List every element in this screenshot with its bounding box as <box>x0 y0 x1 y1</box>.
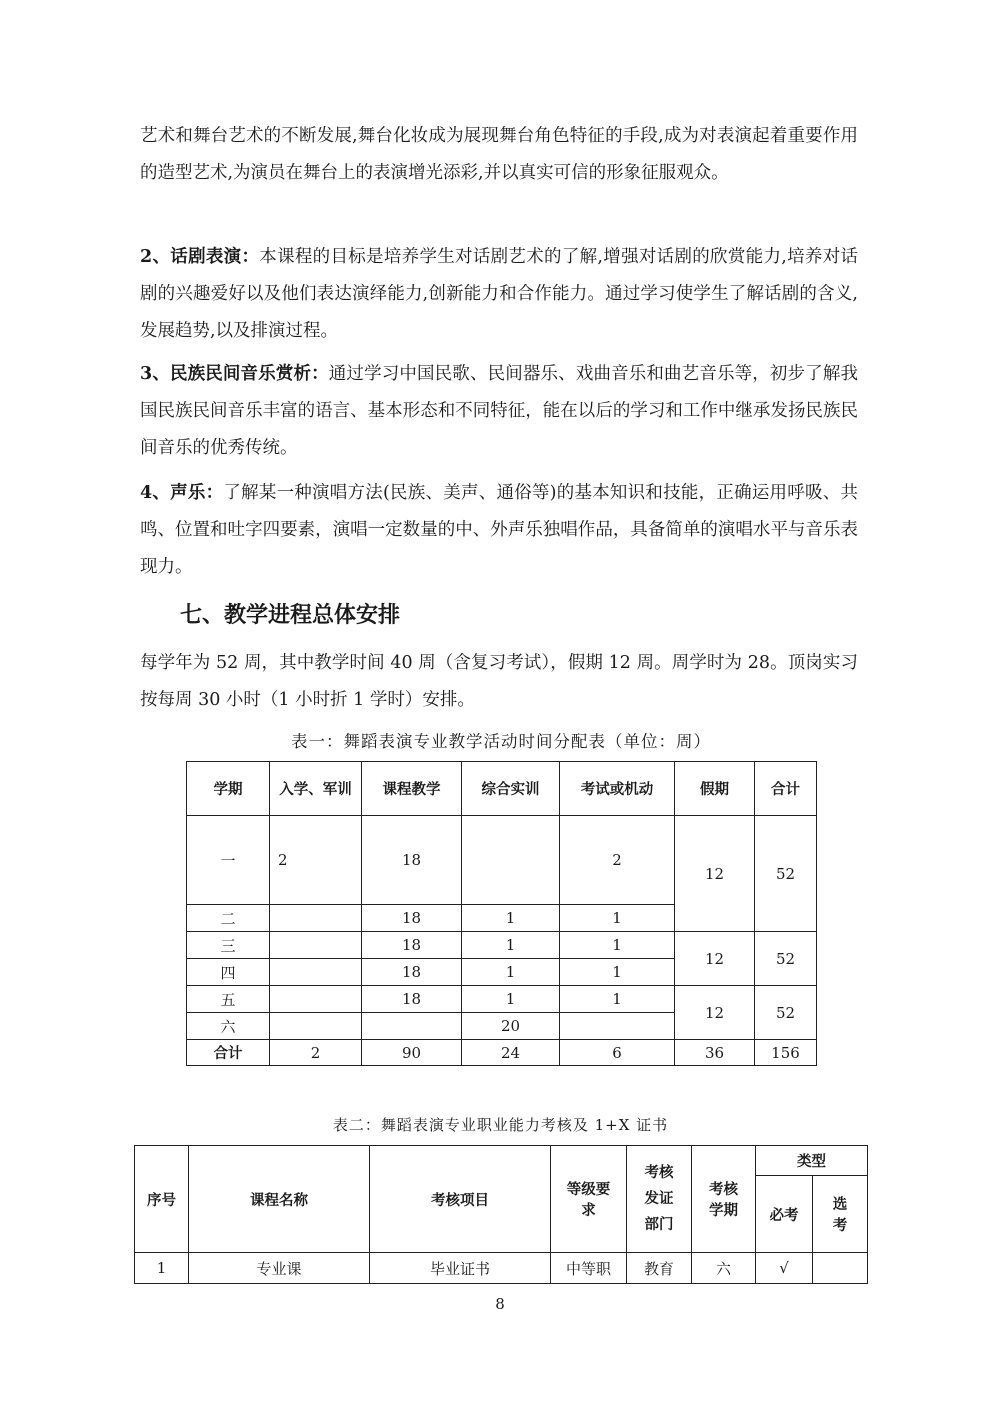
paragraph-text: 通过学习中国民歌、民间器乐、戏曲音乐和曲艺音乐等，初步了解我国民族民间音乐丰富的语言、基本形态和不同特征，能在以后的学习和工作中继承发扬民族民间音乐的优秀传统。 <box>140 364 858 458</box>
cell-exam: 1 <box>560 986 675 1013</box>
cell-enroll <box>270 905 362 932</box>
cell-issuing-dept: 教育 <box>627 1253 692 1284</box>
cell-practice: 1 <box>462 986 560 1013</box>
cell-practice: 1 <box>462 905 560 932</box>
table-row <box>135 1253 868 1284</box>
header-optional: 选考 <box>813 1176 868 1253</box>
header-assessment-term: 考核学期 <box>692 1146 756 1253</box>
page-number: 8 <box>495 1295 505 1313</box>
table-row <box>187 986 817 1013</box>
cell-course <box>362 1013 462 1040</box>
cell-enroll <box>270 986 362 1013</box>
cell-level: 中等职 <box>551 1253 627 1284</box>
cell-required-check: √ <box>756 1253 813 1284</box>
cell-optional <box>813 1253 868 1284</box>
paragraph-label: 2、话剧表演： <box>140 247 260 267</box>
paragraph-label: 4、声乐： <box>140 483 224 503</box>
cell-assessment-item: 毕业证书 <box>370 1253 551 1284</box>
cell-term: 三 <box>187 932 270 959</box>
cell-exam: 1 <box>560 905 675 932</box>
header-no: 序号 <box>135 1146 189 1253</box>
cell-term: 二 <box>187 905 270 932</box>
cell-course: 18 <box>362 986 462 1013</box>
cell-term: 五 <box>187 986 270 1013</box>
header-course: 课程教学 <box>362 762 462 816</box>
cell-practice: 1 <box>462 959 560 986</box>
header-assessment-item: 考核项目 <box>370 1146 551 1253</box>
cell-exam: 1 <box>560 959 675 986</box>
header-total: 合计 <box>755 762 817 816</box>
cell-enroll <box>270 1013 362 1040</box>
cell-no: 1 <box>135 1253 189 1284</box>
table-row <box>187 816 817 905</box>
table1-caption: 表一：舞蹈表演专业教学活动时间分配表（单位：周） <box>291 732 711 751</box>
header-level: 等级要求 <box>551 1146 627 1253</box>
cell-enroll: 2 <box>270 1040 362 1066</box>
header-exam: 考试或机动 <box>560 762 675 816</box>
cell-exam: 6 <box>560 1040 675 1066</box>
paragraph-drama-performance <box>140 239 858 350</box>
time-allocation-table <box>186 761 817 1066</box>
cell-course: 18 <box>362 816 462 905</box>
cell-practice <box>462 816 560 905</box>
cell-enroll: 2 <box>270 816 362 905</box>
cell-course-name: 专业课 <box>189 1253 370 1284</box>
cell-total: 52 <box>755 816 817 932</box>
section-heading: 七、教学进程总体安排 <box>180 603 401 628</box>
header-required: 必考 <box>756 1176 813 1253</box>
header-enroll: 入学、军训 <box>270 762 362 816</box>
cell-holiday: 12 <box>675 986 755 1040</box>
cell-exam <box>560 1013 675 1040</box>
cell-exam: 1 <box>560 932 675 959</box>
header-course-name: 课程名称 <box>189 1146 370 1253</box>
table-header-row <box>135 1146 868 1176</box>
paragraph-text: 本课程的目标是培养学生对话剧艺术的了解,增强对话剧的欣赏能力,培养对话剧的兴趣爱好以及他们表达演绎能力,创新能力和合作能力。通过学习使学生了解话剧的含义,发展趋势,以及排演过程。 <box>140 247 858 341</box>
header-type: 类型 <box>756 1146 868 1176</box>
cell-term: 一 <box>187 816 270 905</box>
cell-term: 六 <box>187 1013 270 1040</box>
header-holiday: 假期 <box>675 762 755 816</box>
cell-total-label: 合计 <box>187 1040 270 1066</box>
header-practice: 综合实训 <box>462 762 560 816</box>
cell-course: 18 <box>362 959 462 986</box>
cell-practice: 1 <box>462 932 560 959</box>
paragraph-label: 3、民族民间音乐赏析： <box>140 364 329 384</box>
cell-enroll <box>270 959 362 986</box>
cell-practice: 20 <box>462 1013 560 1040</box>
table-row <box>187 932 817 959</box>
table-header-row <box>187 762 817 816</box>
cell-course: 90 <box>362 1040 462 1066</box>
schedule-paragraph: 每学年为 52 周，其中教学时间 40 周（含复习考试），假期 12 周。周学时为 28。顶岗实习按每周 30 小时（1 小时折 1 学时）安排。 <box>140 653 858 710</box>
cell-enroll <box>270 932 362 959</box>
cell-total: 52 <box>755 932 817 986</box>
cell-holiday: 12 <box>675 816 755 932</box>
header-issuing-dept: 考核发证部门 <box>627 1146 692 1253</box>
cell-exam: 2 <box>560 816 675 905</box>
header-term: 学期 <box>187 762 270 816</box>
table2-caption: 表二：舞蹈表演专业职业能力考核及 1+X 证书 <box>332 1116 669 1134</box>
cell-practice: 24 <box>462 1040 560 1066</box>
cell-course: 18 <box>362 932 462 959</box>
cell-term: 四 <box>187 959 270 986</box>
cell-holiday: 36 <box>675 1040 755 1066</box>
cell-total: 52 <box>755 986 817 1040</box>
certification-table <box>134 1145 868 1284</box>
paragraph-folk-music <box>140 356 858 467</box>
table-total-row <box>187 1040 817 1066</box>
paragraph-vocal-music <box>140 475 858 586</box>
paragraph-text: 了解某一种演唱方法(民族、美声、通俗等)的基本知识和技能，正确运用呼吸、共鸣、位置和吐字四要素，演唱一定数量的中、外声乐独唱作品，具备简单的演唱水平与音乐表现力。 <box>140 483 858 577</box>
cell-holiday: 12 <box>675 932 755 986</box>
cell-assessment-term: 六 <box>692 1253 756 1284</box>
cell-total: 156 <box>755 1040 817 1066</box>
paragraph-stage-makeup: 艺术和舞台艺术的不断发展,舞台化妆成为展现舞台角色特征的手段,成为对表演起着重要作用的造型艺术,为演员在舞台上的表演增光添彩,并以真实可信的形象征服观众。 <box>140 126 858 183</box>
cell-course: 18 <box>362 905 462 932</box>
